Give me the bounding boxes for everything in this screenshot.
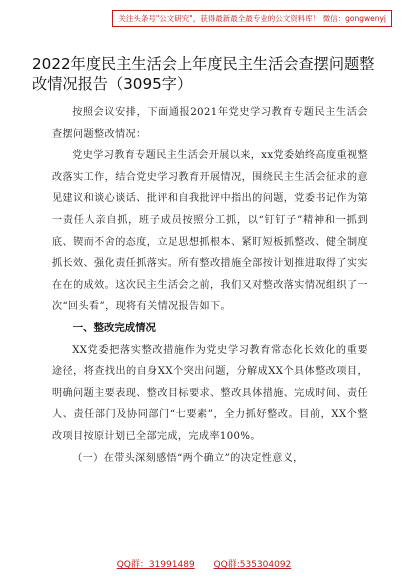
document-body [52, 102, 368, 469]
body-paragraph: 党史学习教育专题民主生活会开展以来，xx党委始终高度重视整改落实工作，结合党史学习教育开展情况，围绕民主生活会征求的意见建议和谈心谈话、批评和自我批评中指出的问题，党委书记作为第一责任人亲自抓，班子成员按照分工抓，以“钉钉子”精神和一抓到底、锲而不舍的态度，立足思想抓根本、紧盯短板抓整改、健全制度抓长效、强化责任抓落实。所有整改措施全部按计划推进取得了实实在在的成效。这次民主生活会之前，我们又对整改落实情况组织了一次“回头看”，现将有关情况报告如下。 [52, 150, 368, 313]
body-paragraph: （一）在带头深刻感悟“两个确立”的决定性意义， [72, 452, 304, 464]
intro-paragraph: 按照会议安排，下面通报2021年党史学习教育专题民主生活会查摆问题整改情况： [52, 107, 368, 140]
document-title: 2022年度民主生活会上年度民主生活会查摆问题整改情况报告（3095字） [32, 55, 375, 93]
footer-qq-group-2[interactable]: QQ群:535304092 [213, 560, 292, 570]
footer-qq-group-1[interactable]: QQ群：31991489 [116, 560, 195, 570]
section-heading: 一、整改完成情况 [72, 321, 156, 334]
header-banner: 关注头条号"公文研究"，获得最新最全最专业的公文资料库！ 微信：gongwenyj [112, 10, 392, 27]
footer [0, 557, 408, 570]
body-paragraph: XX党委把落实整改措施作为党史学习教育常态化长效化的重要途径，将查找出的自身XX个突出问题，分解成XX个具体整改项目，明确问题主要表现、整改目标要求、整改具体措施、完成时间、责任人、责任部门及协同部门“七要素”，全力抓好整改。目前，XX个整改项目按原计划已全部完成，完成率100%。 [52, 344, 368, 442]
